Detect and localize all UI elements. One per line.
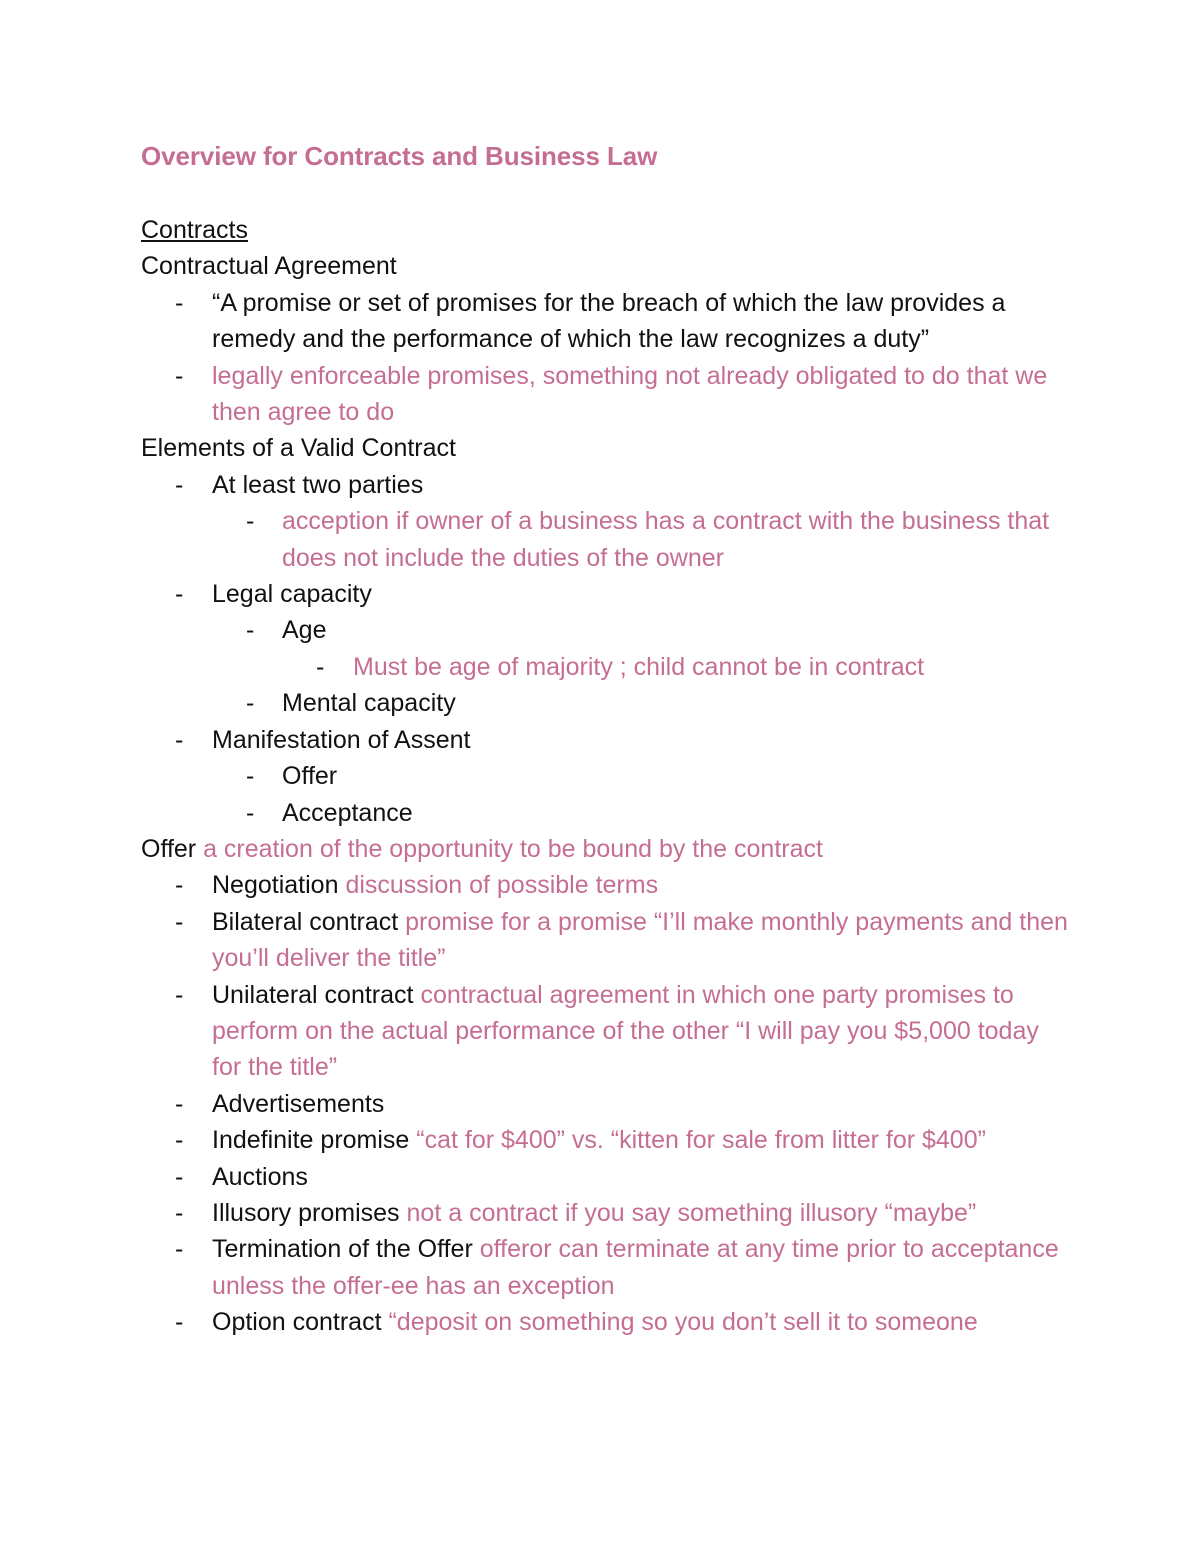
- bullet-dash: -: [316, 652, 325, 681]
- offer-item-note: offeror can terminate at any time prior to acceptance unless the offer-ee has an exception: [212, 1235, 1059, 1300]
- bullet-dash: -: [246, 616, 255, 645]
- list-item: [141, 795, 1071, 831]
- element-age: Age: [282, 616, 327, 645]
- element-age-note: Must be age of majority ; child cannot be in contract: [353, 652, 925, 681]
- offer-item-note: promise for a promise “I’ll make monthly payments and then you’ll deliver the title”: [212, 907, 1068, 973]
- offer-item-term: Auctions: [212, 1162, 308, 1191]
- element-acceptance: Acceptance: [282, 798, 413, 827]
- list-item: [141, 758, 1071, 794]
- bullet-dash: -: [175, 288, 184, 317]
- list-item: [141, 285, 1071, 358]
- element-offer: Offer: [282, 762, 338, 791]
- list-item: [141, 503, 1071, 576]
- offer-item-term: Option contract: [212, 1308, 382, 1337]
- bullet-dash: -: [175, 580, 184, 609]
- offer-item-term: Bilateral contract: [212, 907, 399, 936]
- offer-definition: a creation of the opportunity to be bound by the contract: [203, 834, 823, 863]
- bullet-dash: -: [175, 725, 184, 754]
- list-item: [141, 1231, 1071, 1304]
- offer-item-term: Illusory promises: [212, 1198, 400, 1227]
- bullet-dash: -: [175, 1198, 184, 1227]
- list-item: [141, 1122, 1071, 1158]
- list-item: [141, 1195, 1071, 1231]
- offer-item-term: Negotiation: [212, 871, 339, 900]
- offer-heading: [141, 831, 1071, 867]
- list-item: [141, 685, 1071, 721]
- list-item: [141, 358, 1071, 431]
- offer-item-note: discussion of possible terms: [345, 871, 659, 900]
- offer-item-note: contractual agreement in which one party promises to perform on the actual performance of the other “I will pay you $5,000 today for the title”: [212, 980, 1039, 1082]
- bullet-dash: -: [175, 907, 184, 936]
- bullet-dash: -: [246, 798, 255, 827]
- list-item: [141, 1159, 1071, 1195]
- bullet-dash: -: [175, 1308, 184, 1337]
- element-assent: Manifestation of Assent: [212, 725, 471, 754]
- bullet-dash: -: [175, 1162, 184, 1191]
- list-item: [141, 1086, 1071, 1122]
- list-item: [141, 977, 1071, 1086]
- offer-item-note: “cat for $400” vs. “kitten for sale from litter for $400”: [416, 1126, 986, 1155]
- offer-item-note: not a contract if you say something illusory “maybe”: [406, 1198, 977, 1227]
- offer-item-note: “deposit on something so you don’t sell it to someone: [388, 1308, 978, 1337]
- element-capacity: Legal capacity: [212, 580, 372, 609]
- definition-note: legally enforceable promises, something not already obligated to do that we then agree to do: [212, 361, 1048, 427]
- list-item: [141, 904, 1071, 977]
- offer-item-term: Indefinite promise: [212, 1126, 410, 1155]
- bullet-dash: -: [246, 507, 255, 536]
- bullet-dash: -: [175, 871, 184, 900]
- bullet-dash: -: [246, 762, 255, 791]
- list-item: [141, 576, 1071, 612]
- offer-item-term: Advertisements: [212, 1089, 385, 1118]
- bullet-dash: -: [175, 980, 184, 1009]
- list-item: [141, 649, 1071, 685]
- elements-heading: Elements of a Valid Contract: [141, 434, 456, 463]
- offer-item-term: Unilateral contract: [212, 980, 414, 1009]
- list-item: [141, 722, 1071, 758]
- contractual-agreement-heading: Contractual Agreement: [141, 252, 397, 281]
- element-parties: At least two parties: [212, 470, 424, 499]
- list-item: [141, 867, 1071, 903]
- bullet-dash: -: [175, 1235, 184, 1264]
- bullet-dash: -: [246, 689, 255, 718]
- list-item: [141, 612, 1071, 648]
- document-page: [141, 138, 1071, 1341]
- page-title: Overview for Contracts and Business Law: [141, 141, 658, 171]
- element-mental: Mental capacity: [282, 689, 456, 718]
- bullet-dash: -: [175, 1089, 184, 1118]
- list-item: [141, 467, 1071, 503]
- bullet-dash: -: [175, 361, 184, 390]
- bullet-dash: -: [175, 1126, 184, 1155]
- element-parties-note: acception if owner of a business has a contract with the business that does not include the duties of the owner: [282, 507, 1050, 572]
- definition-quote: “A promise or set of promises for the breach of which the law provides a remedy and the performance of which the law recognizes a duty”: [212, 288, 1006, 354]
- section-heading: Contracts: [141, 216, 248, 244]
- list-item: [141, 1304, 1071, 1340]
- offer-term: Offer: [141, 834, 197, 863]
- bullet-dash: -: [175, 470, 184, 499]
- offer-item-term: Termination of the Offer: [212, 1235, 473, 1264]
